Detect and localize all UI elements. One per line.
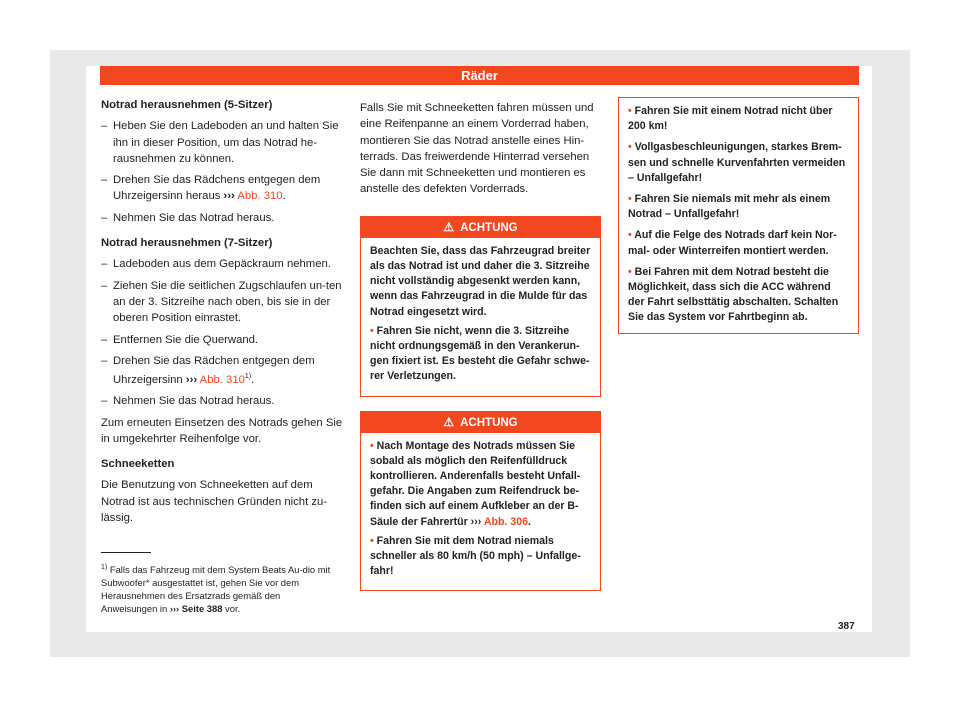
heading-snow-chains: Schneeketten xyxy=(101,458,175,471)
warning-body xyxy=(361,433,600,591)
ref-arrow: ››› xyxy=(470,515,482,528)
warning-bullet: • Fahren Sie mit dem Notrad niemals schneller als 80 km/h (50 mph) – Unfallge-fahr! xyxy=(370,534,581,578)
step-item: – Drehen Sie das Rädchen entgegen dem Uhrzeigersinn ››› Abb. 310$^{1)}$. xyxy=(101,354,315,386)
warning-box xyxy=(360,216,601,397)
footnote-divider xyxy=(101,552,151,553)
figure-link[interactable]: Abb. 306 xyxy=(483,515,528,528)
warning-bullet: • Vollgasbeschleunigungen, starkes Brem-sen und schnelle Kurvenfahrten vermeiden – Unfallgefahr! xyxy=(628,141,846,184)
ref-arrow: ››› xyxy=(185,373,198,386)
heading-5-seater: Notrad herausnehmen (5-Sitzer) xyxy=(101,99,273,111)
warning-continuation-box xyxy=(618,97,859,334)
step-item: – Entfernen Sie die Querwand. xyxy=(101,333,259,346)
column-right xyxy=(618,97,859,334)
step-item: – Ziehen Sie die seitlichen Zugschlaufen un-ten an der 3. Sitzreihe nach oben, bis sie in der oberen Position einrastet. xyxy=(101,279,342,325)
section-banner: Räder xyxy=(100,66,859,85)
page-number: 387 xyxy=(838,621,855,632)
warning-bullet: • Fahren Sie nicht, wenn die 3. Sitzreihe nicht ordnungsgemäß in den Verankerun-gen fixiert ist. Es besteht die Gefahr schwe-rer Verletzungen. xyxy=(370,324,590,383)
warning-box xyxy=(360,411,601,592)
footnote-marker: 1) xyxy=(244,373,252,381)
column-left xyxy=(101,97,344,531)
warning-triangle-icon: ⚠ xyxy=(443,414,455,429)
paragraph: Falls Sie mit Schneeketten fahren müssen und eine Reifenpanne an einem Vorderrad haben, montieren Sie das Notrad anstelle eines Hin-terrads. Das freiwerdende Hinterrad versehen Sie dann mit Schneeketten und montieren es anstelle des defekten Vorderrads. xyxy=(360,102,594,196)
warning-bullet: • Fahren Sie mit einem Notrad nicht über 200 km! xyxy=(628,105,833,133)
warning-header: ⚠ ACHTUNG xyxy=(361,217,600,238)
footnote: $^{1)}$ Falls das Fahrzeug mit dem System Beats Au-dio mit Subwoofer* ausgestattet ist, gehen Sie vor dem Herausnehmen des Ersatzrads gemäß den Anweisungen in ››› Seite 388 vor. xyxy=(101,564,331,615)
warning-bullet: • Fahren Sie niemals mit mehr als einem Notrad – Unfallgefahr! xyxy=(628,193,831,221)
step-item: – Heben Sie den Ladeboden an und halten Sie ihn in dieser Position, um das Notrad he-rausnehmen zu können. xyxy=(101,120,339,165)
ref-arrow: ››› xyxy=(169,603,180,615)
figure-link[interactable]: Abb. 310 xyxy=(237,190,283,203)
page-link[interactable]: Seite 388 xyxy=(181,603,223,615)
warning-header: ⚠ ACHTUNG xyxy=(361,412,600,433)
step-item: – Drehen Sie das Rädchens entgegen dem Uhrzeigersinn heraus ››› Abb. 310. xyxy=(101,174,321,203)
ref-arrow: ››› xyxy=(223,190,235,203)
paragraph: Zum erneuten Einsetzen des Notrads gehen Sie in umgekehrter Reihenfolge vor. xyxy=(101,416,343,445)
heading-7-seater: Notrad herausnehmen (7-Sitzer) xyxy=(101,237,273,250)
warning-bullet: • Bei Fahren mit dem Notrad besteht die Möglichkeit, dass sich die ACC während der Fahrt selbsttätig abschalten. Schalten Sie das System vor Fahrtbeginn ab. xyxy=(628,265,839,324)
paragraph: Die Benutzung von Schneeketten auf dem Notrad ist aus technischen Gründen nicht zu-lässig. xyxy=(101,479,328,524)
warning-bullet: • Auf die Felge des Notrads darf kein Nor-mal- oder Winterreifen montiert werden. xyxy=(628,229,837,257)
figure-link[interactable]: Abb. 310 xyxy=(199,373,245,386)
step-item: – Nehmen Sie das Notrad heraus. xyxy=(101,395,275,408)
warning-body: Beachten Sie, dass das Fahrzeugrad breiter als das Notrad ist und daher die 3. Sitzreihe nicht vollständig abgesenkt werden kann, wenn das Fahrzeugrad in die Mulde für das Notrad eingesetzt wird. • Fahren Sie nicht, wenn die 3. Sitzreihe nicht ordnungsgemäß in den Verankerun-gen fixiert ist. Es besteht die Gefahr schwe-rer Verletzungen. xyxy=(361,238,600,396)
step-item: – Ladeboden aus dem Gepäckraum nehmen. xyxy=(101,258,331,271)
step-item: – Nehmen Sie das Notrad heraus. xyxy=(101,211,275,224)
column-middle xyxy=(360,100,601,605)
warning-bullet: • Nach Montage des Notrads müssen Sie sobald als möglich den Reifenfülldruck kontrollieren. Anderenfalls besteht Unfall-gefahr. Die Angaben zum Reifendruck be-finden sich auf einem Aufkleber an der B-Säule der Fahrertür ››› Abb. 306. xyxy=(370,439,581,528)
warning-triangle-icon: ⚠ xyxy=(443,219,455,234)
